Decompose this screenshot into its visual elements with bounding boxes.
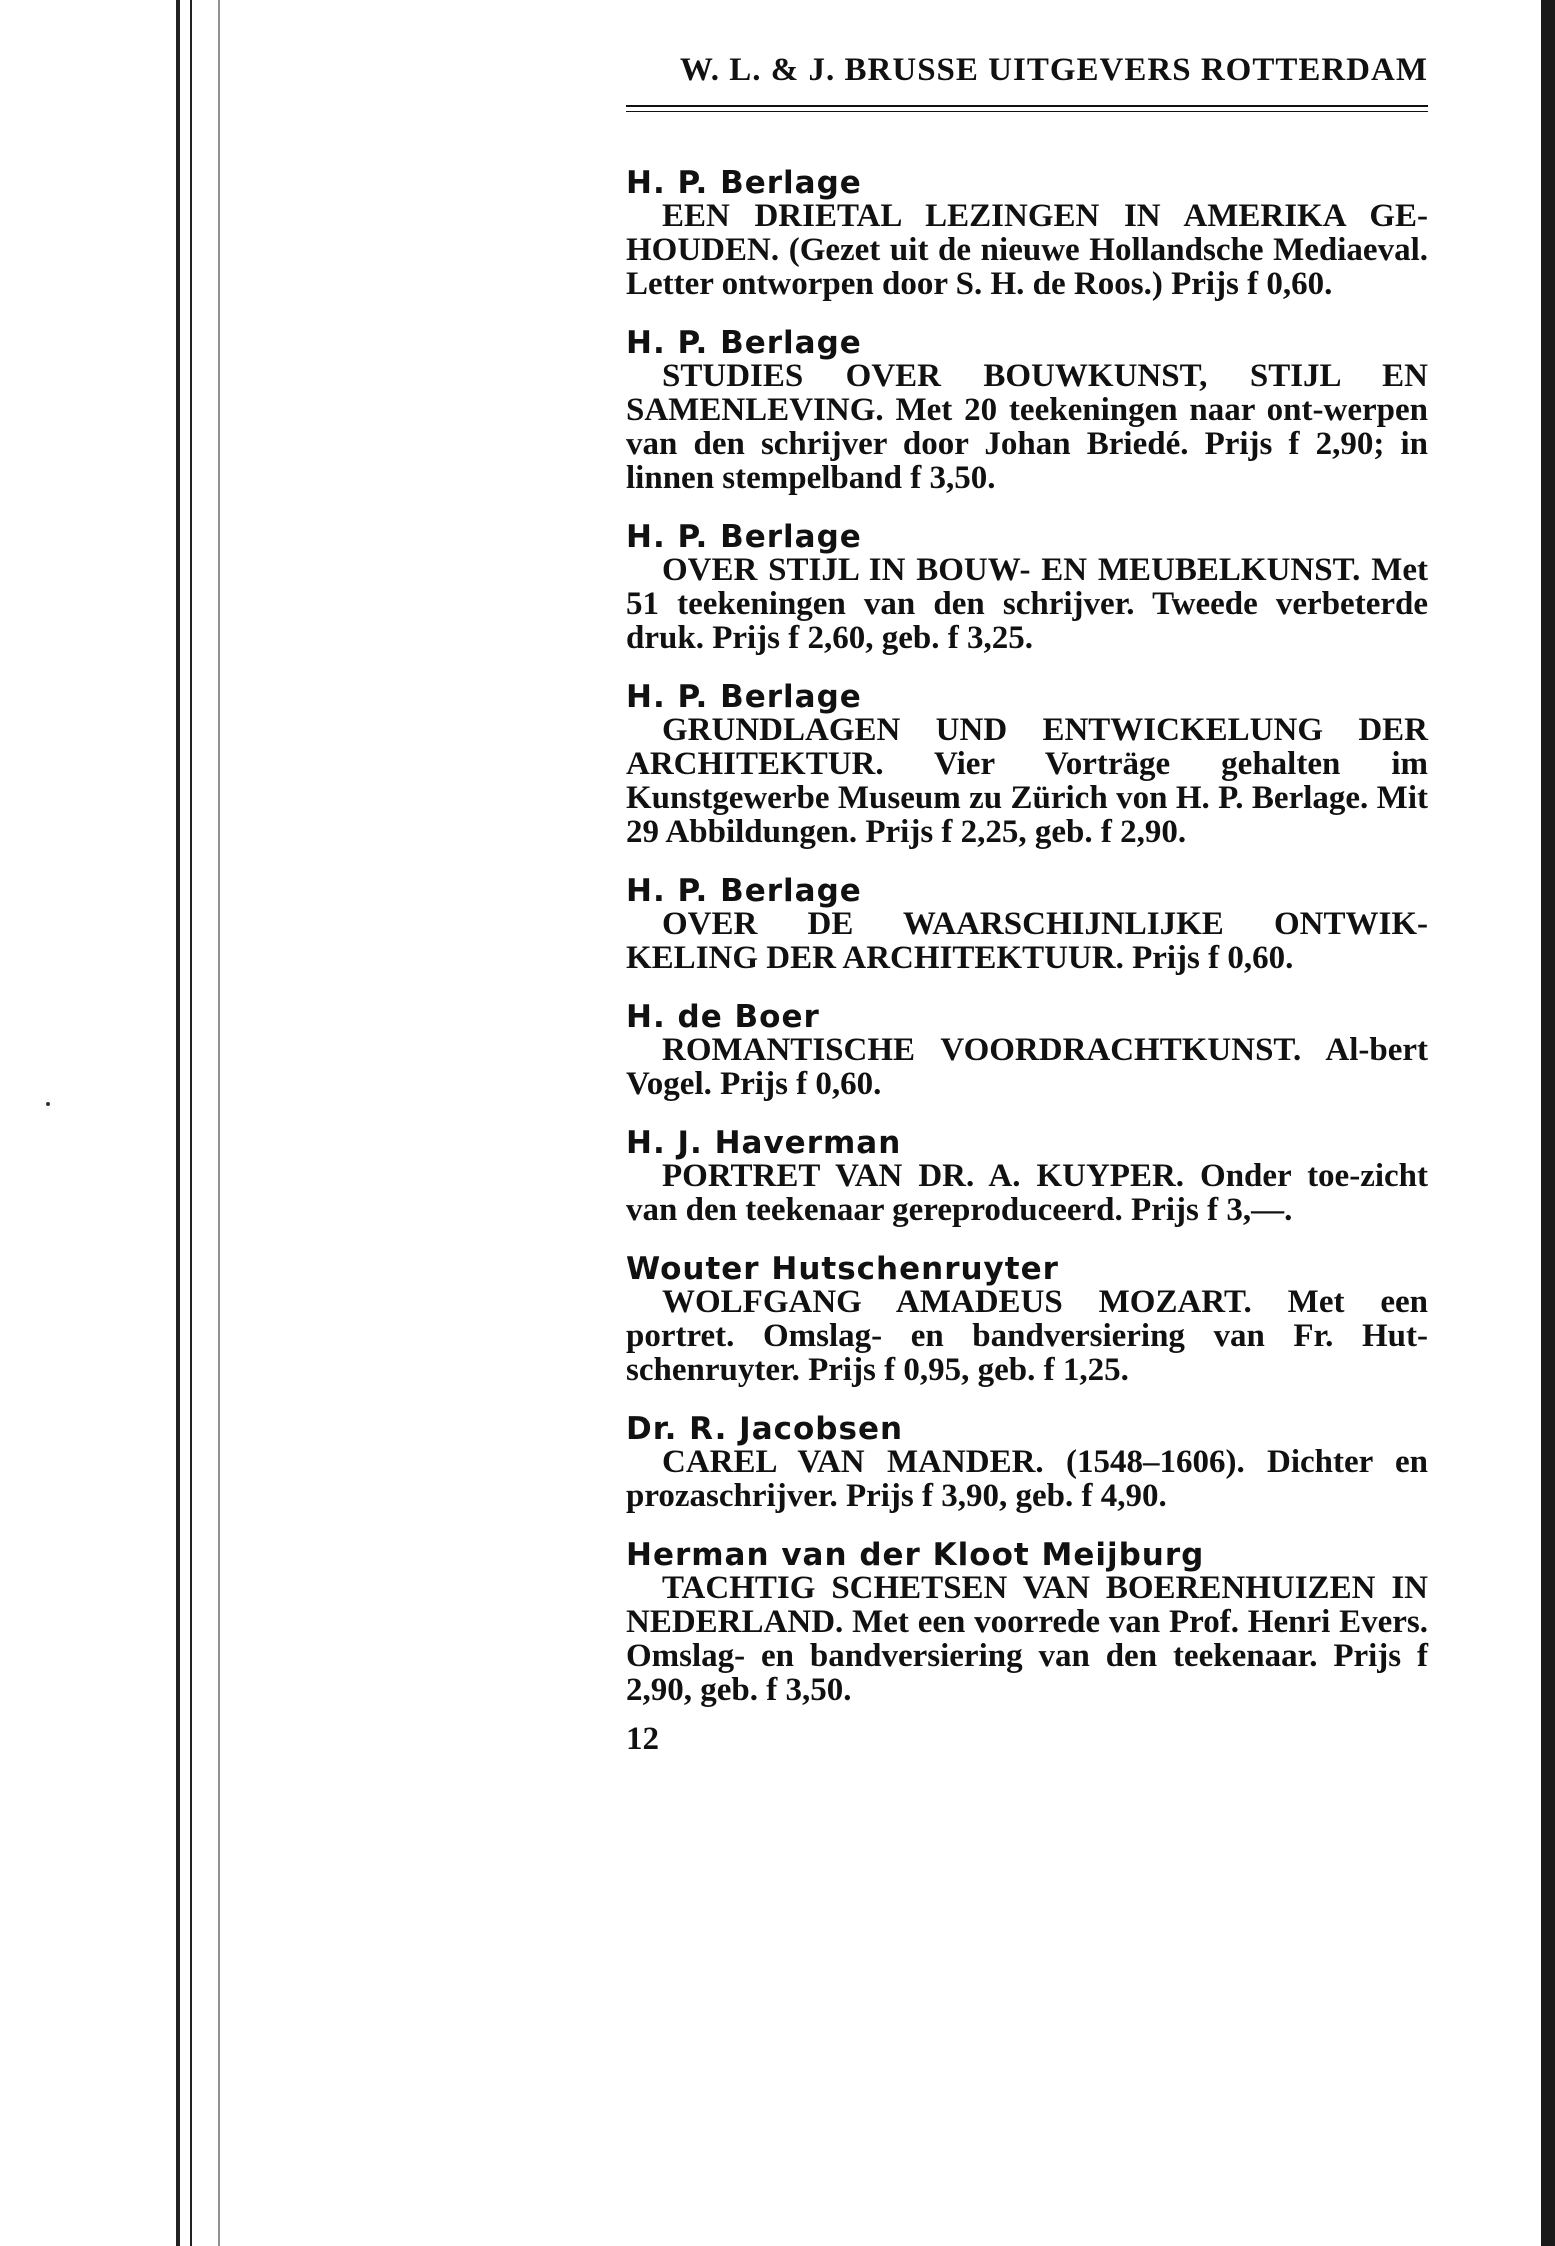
binding-line-inner [190,0,192,2246]
entry-text: CAREL VAN MANDER. (1548–1606). Dichter en prozaschrijver. Prijs f 3,90, geb. f 4,90. [626,1444,1428,1514]
entry-text: GRUNDLAGEN UND ENTWICKELUNG DER ARCHITEKTUR. Vier Vorträge gehalten im Kunstgewerbe Museum zu Zürich von H. P. Berlage. Mit 29 Abbildungen. Prijs f 2,25, geb. f 2,90. [626,712,1428,850]
entry-text: WOLFGANG AMADEUS MOZART. Met een portret. Omslag- en bandversiering van Fr. Hut-schenruyter. Prijs f 0,95, geb. f 1,25. [626,1284,1428,1388]
scan-speck [46,1102,50,1106]
entry-text: TACHTIG SCHETSEN VAN BOERENHUIZEN IN NEDERLAND. Met een voorrede van Prof. Henri Evers. Omslag- en bandversiering van den teekenaar. Prijs f 2,90, geb. f 3,50. [626,1570,1428,1708]
entry-author: H. P. Berlage [626,325,862,361]
entry-author: H. de Boer [626,999,820,1035]
catalog-entry [626,1125,1428,1228]
catalog-entry [626,1537,1428,1708]
entry-author: H. P. Berlage [626,519,862,555]
entry-text: ROMANTISCHE VOORDRACHTKUNST. Al-bert Vogel. Prijs f 0,60. [626,1032,1428,1102]
entry-author: H. P. Berlage [626,873,862,909]
header-rule-thin [626,111,1428,112]
catalog-entry [626,873,1428,976]
page-number: 12 [626,1721,659,1757]
catalog-entry [626,1251,1428,1388]
binding-line-outer [176,0,180,2246]
binding-line-faint [218,0,220,2246]
entry-author: H. J. Haverman [626,1125,902,1161]
entry-author: Dr. R. Jacobsen [626,1411,904,1447]
entry-text: STUDIES OVER BOUWKUNST, STIJL EN SAMENLEVING. Met 20 teekeningen naar ont-werpen van den schrijver door Johan Briedé. Prijs f 2,90; in linnen stempelband f 3,50. [626,358,1428,496]
entry-text: PORTRET VAN DR. A. KUYPER. Onder toe-zicht van den teekenaar gereproduceerd. Prijs f 3,—. [626,1158,1428,1228]
catalog-entry [626,1411,1428,1514]
entry-text: OVER STIJL IN BOUW- EN MEUBELKUNST. Met 51 teekeningen van den schrijver. Tweede verbeterde druk. Prijs f 2,60, geb. f 3,25. [626,552,1428,656]
page-edge-right [1541,0,1555,2246]
entry-author: H. P. Berlage [626,679,862,715]
entry-author: H. P. Berlage [626,165,862,201]
catalog-entry [626,325,1428,496]
publisher-header: W. L. & J. BRUSSE UITGEVERS ROTTERDAM [679,52,1428,88]
entry-text: EEN DRIETAL LEZINGEN IN AMERIKA GE-HOUDEN. (Gezet uit de nieuwe Hollandsche Mediaeval. Letter ontworpen door S. H. de Roos.) Prijs f 0,60. [626,198,1428,302]
catalog-entry [626,519,1428,656]
entry-author: Wouter Hutschenruyter [626,1251,1059,1287]
catalog-entry [626,999,1428,1102]
entry-author: Herman van der Kloot Meijburg [626,1537,1205,1573]
catalog-page [626,52,1428,1758]
entry-text: OVER DE WAARSCHIJNLIJKE ONTWIK-KELING DER ARCHITEKTUUR. Prijs f 0,60. [626,906,1428,976]
catalog-entry [626,165,1428,302]
header-rule [626,105,1428,107]
catalog-entries [626,165,1428,1708]
catalog-entry [626,679,1428,850]
